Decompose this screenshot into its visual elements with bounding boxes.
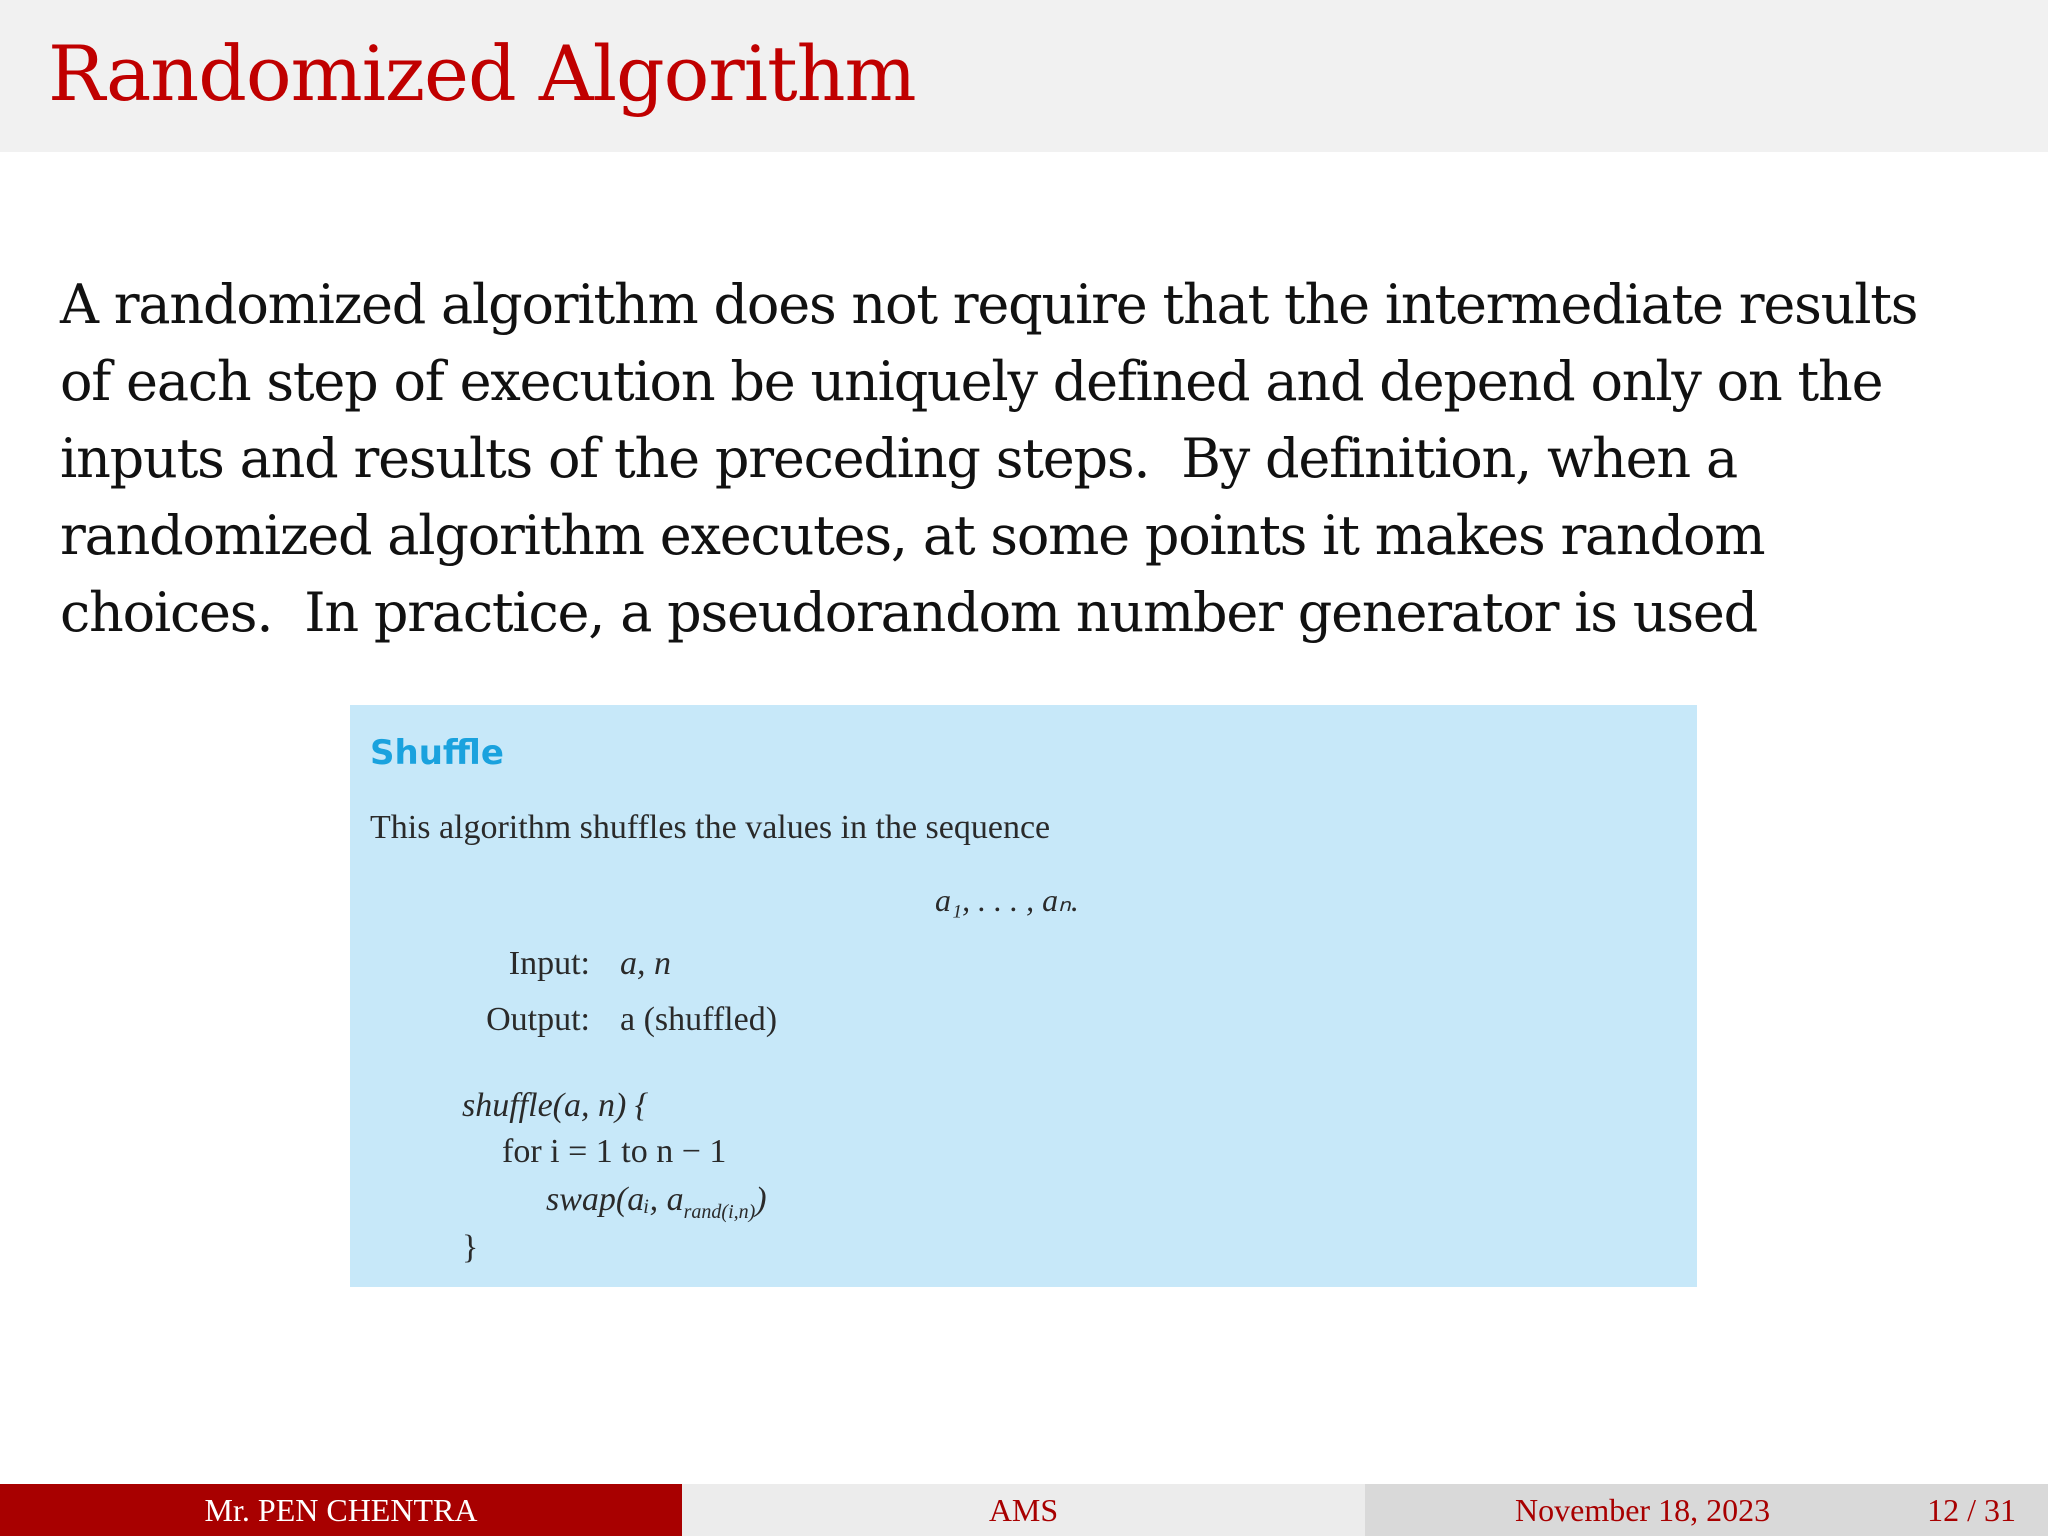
input-label: Input:: [508, 945, 590, 982]
footer-date: November 18, 2023: [1515, 1492, 1771, 1528]
code-line-close: }: [462, 1229, 479, 1266]
swap-subscript: rand(i,n): [683, 1200, 756, 1223]
algorithm-sequence: a₁, . . . , aₙ.: [935, 882, 1079, 918]
body-line: choices. In practice, a pseudorandom number generator is used: [60, 581, 1757, 644]
output-label: Output:: [486, 1001, 590, 1038]
input-value: a, n: [620, 945, 671, 982]
algorithm-description: This algorithm shuffles the values in the sequence: [370, 809, 1051, 846]
footer-right: [1365, 1484, 2048, 1536]
code-line-loop: for i = 1 to n − 1: [502, 1133, 727, 1170]
footer-page-number: 12 / 31: [1927, 1492, 2016, 1528]
footer-institute: AMS: [682, 1484, 1365, 1536]
body-line: inputs and results of the preceding steps. By definition, when a: [60, 427, 1737, 490]
slide-title: Randomized Algorithm: [48, 29, 916, 118]
output-value: a (shuffled): [620, 1001, 778, 1038]
swap-close: ): [755, 1181, 767, 1218]
algorithm-box: [350, 705, 1697, 1287]
body-paragraph: [60, 266, 2010, 651]
footer: [0, 1484, 2048, 1536]
title-bar: [0, 0, 2048, 152]
code-line-swap: [546, 1181, 767, 1224]
body-line: A randomized algorithm does not require that the intermediate results: [60, 273, 1918, 336]
algorithm-title: Shuffle: [370, 733, 504, 773]
body-line: of each step of execution be uniquely defined and depend only on the: [60, 350, 1883, 413]
body-line: randomized algorithm executes, at some points it makes random: [60, 504, 1765, 567]
code-line-signature: shuffle(a, n) {: [462, 1087, 649, 1124]
footer-author: Mr. PEN CHENTRA: [0, 1484, 682, 1536]
swap-call: swap(aᵢ, a: [546, 1181, 684, 1218]
